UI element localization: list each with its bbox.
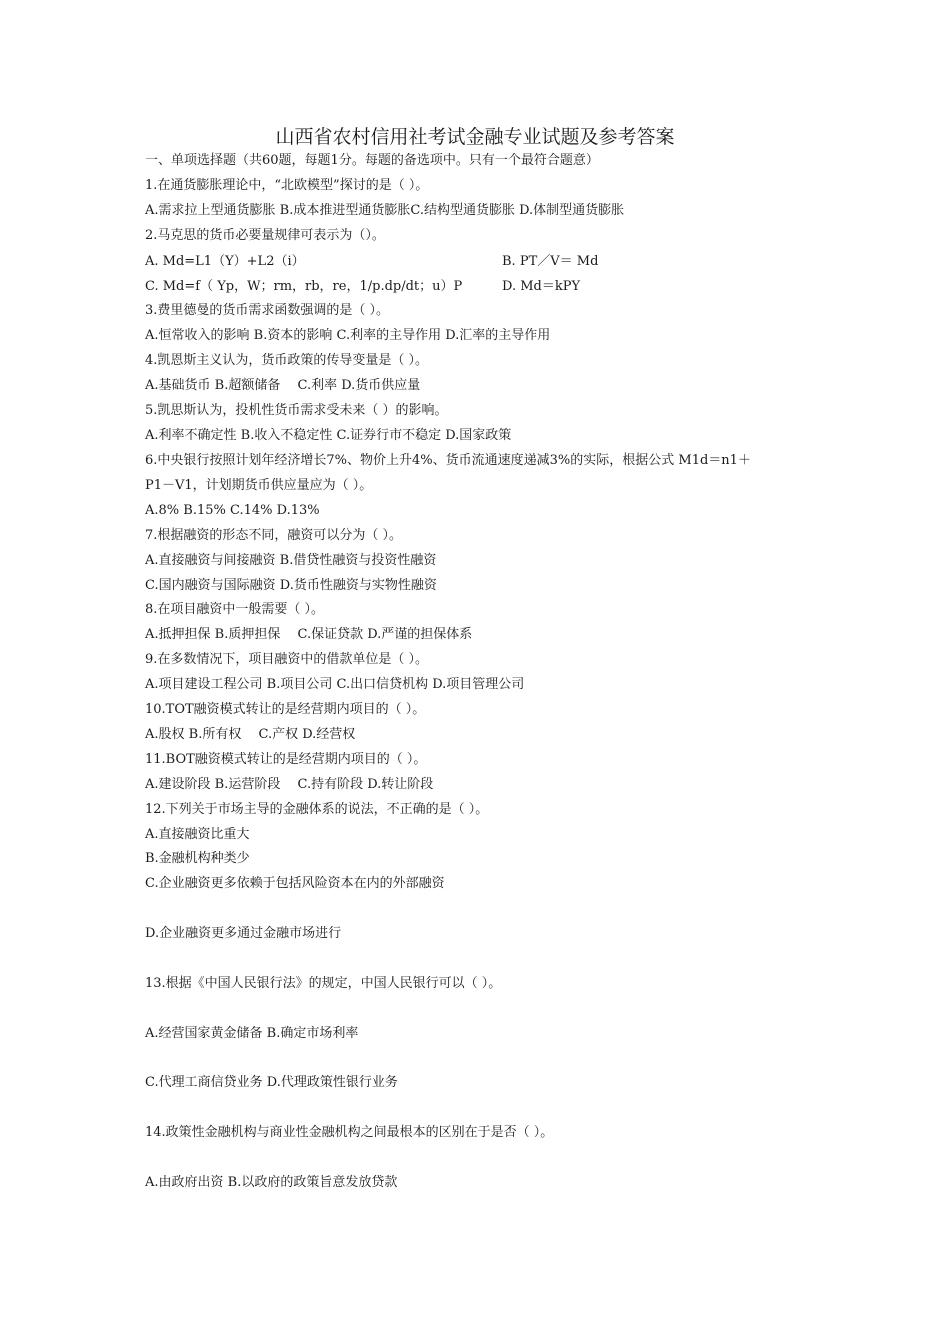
question-2-option-d: D. Md＝kPY (502, 279, 581, 294)
question-2-option-b: B. PT／V＝ Md (502, 254, 599, 269)
question-8-options: A.抵押担保 B.质押担保 C.保证贷款 D.严谨的担保体系 (145, 627, 473, 642)
question-4: 4.凯恩斯主义认为，货币政策的传导变量是（ ）。 (145, 353, 429, 368)
question-13-options-row-2: C.代理工商信贷业务 D.代理政策性银行业务 (145, 1075, 398, 1090)
question-12: 12.下列关于市场主导的金融体系的说法，不正确的是（ ）。 (145, 802, 489, 817)
question-10: 10.TOT融资模式转让的是经营期内项目的（ ）。 (145, 702, 426, 717)
section-heading: 一、单项选择题（共60题，每题1分。每题的备选项中。只有一个最符合题意） (145, 153, 599, 168)
question-14: 14.政策性金融机构与商业性金融机构之间最根本的区别在于是否（ ）。 (145, 1125, 554, 1140)
question-9-options: A.项目建设工程公司 B.项目公司 C.出口信贷机构 D.项目管理公司 (145, 677, 525, 692)
question-11: 11.BOT融资模式转让的是经营期内项目的（ ）。 (145, 752, 427, 767)
question-3: 3.费里德曼的货币需求函数强调的是（ ）。 (145, 303, 390, 318)
question-11-options: A.建设阶段 B.运营阶段 C.持有阶段 D.转让阶段 (145, 777, 434, 792)
question-2-option-c: C. Md=f（ Yp，W；rm，rb，re，1/p.dp/dt；u）P (145, 279, 463, 294)
question-12-option-d: D.企业融资更多通过金融市场进行 (145, 926, 342, 941)
question-3-options: A.恒常收入的影响 B.资本的影响 C.利率的主导作用 D.汇率的主导作用 (145, 328, 551, 343)
question-4-options: A.基础货币 B.超额储备 C.利率 D.货币供应量 (145, 378, 421, 393)
question-6-line-2: P1－V1，计划期货币供应量应为（ ）。 (145, 478, 373, 493)
question-7-options-row-2: C.国内融资与国际融资 D.货币性融资与实物性融资 (145, 578, 437, 593)
question-13: 13.根据《中国人民银行法》的规定，中国人民银行可以（ ）。 (145, 976, 502, 991)
question-10-options: A.股权 B.所有权 C.产权 D.经营权 (145, 727, 356, 742)
question-6-line-1: 6.中央银行按照计划年经济增长7%、物价上升4%、货币流通速度递减3%的实际，根据公式 M1d＝n1＋ (145, 453, 751, 468)
question-8: 8.在项目融资中一般需要（ ）。 (145, 602, 325, 617)
question-1-options: A.需求拉上型通货膨胀 B.成本推进型通货膨胀C.结构型通货膨胀 D.体制型通货膨胀 (145, 203, 625, 218)
question-14-options: A.由政府出资 B.以政府的政策旨意发放贷款 (145, 1175, 398, 1190)
question-13-options-row-1: A.经营国家黄金储备 B.确定市场利率 (145, 1026, 359, 1041)
question-12-option-b: B.金融机构种类少 (145, 851, 250, 866)
question-1: 1.在通货膨胀理论中，“北欧模型”探讨的是（ ）。 (145, 178, 429, 193)
question-2-option-a: A. Md=L1（Y）+L2（i） (145, 254, 305, 269)
question-12-option-c: C.企业融资更多依赖于包括风险资本在内的外部融资 (145, 876, 445, 891)
question-6-options: A.8% B.15% C.14% D.13% (145, 503, 320, 518)
question-2: 2.马克思的货币必要量规律可表示为（）。 (145, 228, 385, 243)
question-12-option-a: A.直接融资比重大 (145, 827, 250, 842)
question-5: 5.凯思斯认为，投机性货币需求受未来（ ）的影响。 (145, 403, 448, 418)
question-9: 9.在多数情况下，项目融资中的借款单位是（ ）。 (145, 652, 429, 667)
document-title: 山西省农村信用社考试金融专业试题及参考答案 (275, 126, 675, 148)
question-5-options: A.利率不确定性 B.收入不稳定性 C.证券行市不稳定 D.国家政策 (145, 428, 512, 443)
question-7: 7.根据融资的形态不同，融资可以分为（ ）。 (145, 528, 403, 543)
question-7-options-row-1: A.直接融资与间接融资 B.借贷性融资与投资性融资 (145, 553, 437, 568)
